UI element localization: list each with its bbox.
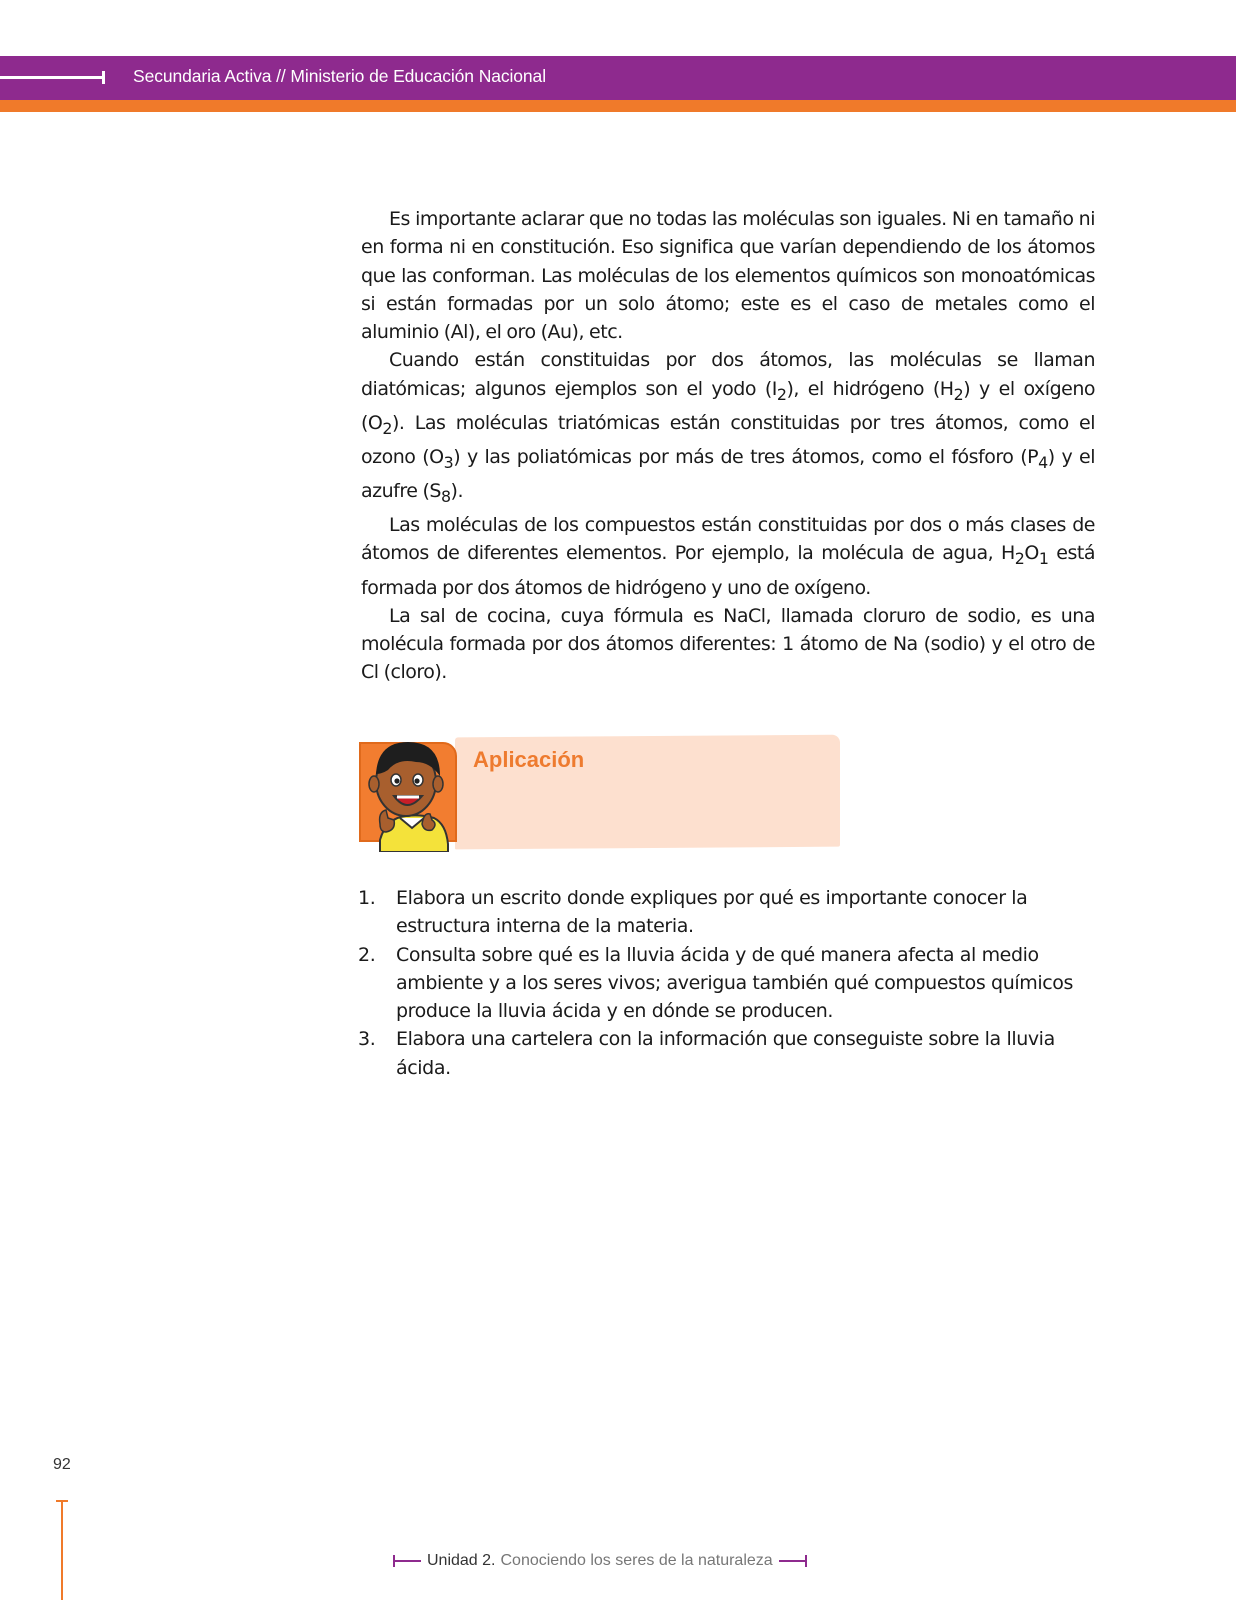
application-title: Aplicación [473, 747, 585, 772]
item-text: Elabora un escrito donde expliques por qué es importante conocer la estructura interna de la materia. [396, 887, 1028, 938]
footer-rule-left [393, 1560, 421, 1562]
paragraph-4: La sal de cocina, cuya fórmula es NaCl, llamada cloruro de sodio, es una molécula formada por dos átomos diferentes: 1 átomo de Na (sodio) y el otro de Cl (cloro). [361, 604, 1095, 684]
page-number: 92 [53, 1456, 71, 1473]
footer-rule-right [779, 1560, 807, 1562]
header-title: Secundaria Activa // Ministerio de Educación Nacional [133, 66, 546, 86]
footer-unit-title: Conociendo los seres de la naturaleza [500, 1552, 773, 1569]
list-item [358, 941, 1098, 1026]
paragraph-1: Es importante aclarar que no todas las moléculas son iguales. Ni en tamaño ni en forma ni en constitución. Eso significa que varían dependiendo de los átomos que las conforman. Las moléculas de los elementos químicos son monoatómicas si están formadas por un solo átomo; este es el caso de metales como el aluminio (Al), el oro (Au), etc. [361, 208, 1095, 344]
item-text: Elabora una cartelera con la información que conseguiste sobre la lluvia ácida. [396, 1028, 1055, 1079]
footer-unit [393, 1552, 807, 1570]
header-accent-stripe [0, 100, 1236, 112]
task-list [358, 884, 1098, 1082]
header-rule-cap [102, 71, 105, 84]
header-rule [0, 76, 104, 79]
item-number: 1. [358, 887, 376, 909]
list-item [358, 1025, 1098, 1082]
paragraph-3: Las moléculas de los compuestos están constituidas por dos o más clases de átomos de diferentes elementos. Por ejemplo, la molécula de agua, $H_2O_1$ está formada por dos átomos de hidrógeno y uno de oxígeno. [361, 514, 1095, 599]
kid-thumbs-up-icon [360, 732, 480, 852]
item-text: Consulta sobre qué es la lluvia ácida y de qué manera afecta al medio ambiente y a los seres vivos; averigua también qué compuestos químicos produce la lluvia ácida y en dónde se producen. [396, 943, 1073, 1023]
item-number: 3. [358, 1028, 376, 1051]
paragraph-2: Cuando están constituidas por dos átomos, las moléculas se llaman diatómicas; algunos ejemplos son el yodo $(I_2)$, el hidrógeno $(H_2)$ y el oxígeno $(O_2)$. Las moléculas triatómicas están constituidas por tres átomos, como el ozono $(O_3)$ y las poliatómicas por más de tres átomos, como el fósforo $(P_4)$ y el azufre $(S_8)$. [361, 349, 1095, 506]
page-number-rule [61, 1500, 63, 1600]
footer-unit-label: Unidad 2. [427, 1552, 496, 1569]
main-text [361, 205, 1095, 687]
list-item [358, 884, 1098, 941]
item-number: 2. [358, 943, 376, 966]
page-number-rule-cap [56, 1500, 68, 1502]
